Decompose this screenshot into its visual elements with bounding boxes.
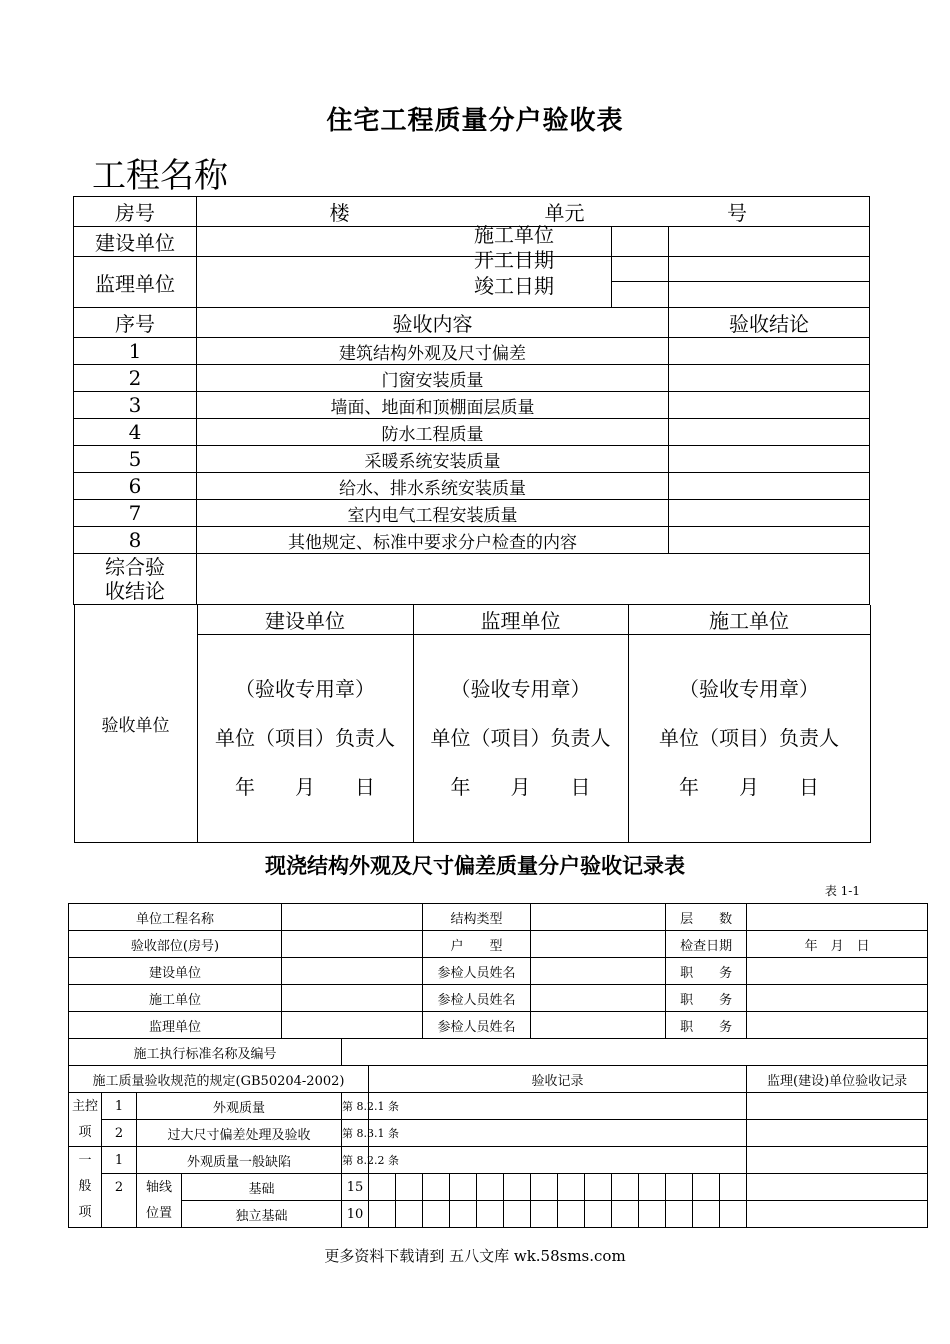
measure-cell[interactable]	[423, 1174, 450, 1201]
gen-item-clause: 第 8.2.2 条	[342, 1147, 369, 1174]
finish-date-value[interactable]	[669, 282, 870, 308]
date-text: 年 月 日	[235, 775, 375, 799]
inspect-part-value[interactable]	[282, 931, 423, 958]
item-conclusion[interactable]	[669, 338, 870, 365]
supervisor-record-header: 监理(建设)单位验收记录	[747, 1066, 928, 1093]
general-line2: 般	[78, 1179, 92, 1194]
item-content: 给水、排水系统安装质量	[197, 473, 669, 500]
general-label	[69, 1147, 102, 1228]
table-number: 表 1-1	[824, 884, 860, 898]
item-conclusion[interactable]	[669, 446, 870, 473]
structure-type-label: 结构类型	[423, 904, 531, 931]
measure-cell[interactable]	[504, 1174, 531, 1201]
gen-item-record[interactable]	[369, 1147, 747, 1174]
mc-item-record[interactable]	[369, 1120, 747, 1147]
responsible-text: 单位（项目）负责人	[430, 726, 611, 750]
house-type-label: 户 型	[423, 931, 531, 958]
mc-item-name: 过大尺寸偏差处理及验收	[137, 1120, 342, 1147]
axis-line1: 轴线	[145, 1179, 172, 1195]
position-label: 职 务	[666, 958, 747, 985]
mc-item-name: 外观质量	[137, 1093, 342, 1120]
measure-cell[interactable]	[639, 1201, 666, 1228]
record-table	[68, 903, 928, 1228]
item-conclusion[interactable]	[669, 365, 870, 392]
inspect-part-label: 验收部位(房号)	[69, 931, 282, 958]
mc-item-clause: 第 8.2.1 条	[342, 1093, 369, 1120]
supervisor-value[interactable]	[282, 1012, 423, 1039]
seal-text: （验收专用章）	[679, 677, 819, 701]
position-value[interactable]	[747, 958, 928, 985]
document-title: 住宅工程质量分户验收表	[326, 106, 624, 136]
item-no: 4	[74, 419, 197, 446]
record-table-title: 现浇结构外观及尺寸偏差质量分户验收记录表	[265, 854, 685, 878]
finish-date-label-text: 竣工日期	[474, 274, 554, 298]
participant-value[interactable]	[531, 958, 666, 985]
standard-value[interactable]	[342, 1039, 928, 1066]
builder-label: 建设单位	[69, 958, 282, 985]
supervisor-label: 监理单位	[69, 1012, 282, 1039]
mc-item-supervisor-record[interactable]	[747, 1120, 928, 1147]
participant-label: 参检人员姓名	[423, 1012, 531, 1039]
check-date-label: 检查日期	[666, 931, 747, 958]
sign-block-supervisor[interactable]	[413, 635, 628, 843]
item-content: 采暖系统安装质量	[197, 446, 669, 473]
measure-cell[interactable]	[585, 1174, 612, 1201]
axis-label	[137, 1174, 182, 1228]
structure-type-value[interactable]	[531, 904, 666, 931]
measure-cell[interactable]	[558, 1174, 585, 1201]
sign-unit-contractor: 施工单位	[628, 605, 870, 635]
project-unit-value[interactable]	[282, 904, 423, 931]
contractor-label	[612, 227, 669, 257]
sub-item-tolerance: 15	[342, 1174, 369, 1201]
general-line3: 项	[78, 1205, 92, 1220]
mc-item-no: 1	[102, 1093, 137, 1120]
item-no: 2	[74, 365, 197, 392]
mc-item-clause: 第 8.3.1 条	[342, 1120, 369, 1147]
overall-conclusion-line1: 综合验	[105, 555, 165, 579]
item-content: 室内电气工程安装质量	[197, 500, 669, 527]
participant-label: 参检人员姓名	[423, 958, 531, 985]
main-control-line1: 主控	[71, 1098, 98, 1114]
responsible-text: 单位（项目）负责人	[659, 726, 839, 750]
position-value[interactable]	[747, 1012, 928, 1039]
floors-label: 层 数	[666, 904, 747, 931]
spec-header: 施工质量验收规范的规定(GB50204-2002)	[69, 1066, 369, 1093]
measure-cell[interactable]	[504, 1201, 531, 1228]
overall-conclusion-line2: 收结论	[105, 579, 165, 603]
record-header: 验收记录	[369, 1066, 747, 1093]
sign-block-contractor[interactable]	[628, 635, 870, 843]
item-no: 5	[74, 446, 197, 473]
measure-cell[interactable]	[369, 1201, 396, 1228]
item-content: 墙面、地面和顶棚面层质量	[197, 392, 669, 419]
standard-label: 施工执行标准名称及编号	[69, 1039, 342, 1066]
measure-cell[interactable]	[585, 1201, 612, 1228]
start-date-label-text: 开工日期	[474, 248, 554, 272]
measure-cell[interactable]	[396, 1201, 423, 1228]
participant-value[interactable]	[531, 1012, 666, 1039]
sub-item-name: 独立基础	[182, 1201, 342, 1228]
measure-cell[interactable]	[369, 1174, 396, 1201]
contractor-label-text: 施工单位	[474, 223, 554, 247]
seq-header: 序号	[74, 308, 197, 338]
content-header: 验收内容	[197, 308, 669, 338]
responsible-text: 单位（项目）负责人	[215, 726, 395, 750]
mc-item-supervisor-record[interactable]	[747, 1093, 928, 1120]
item-content: 门窗安装质量	[197, 365, 669, 392]
project-name-label: 工程名称	[92, 156, 228, 196]
number-label: 号	[727, 201, 747, 225]
measure-cell[interactable]	[531, 1174, 558, 1201]
builder-value[interactable]	[282, 958, 423, 985]
measure-cell[interactable]	[477, 1174, 504, 1201]
room-label: 房号	[74, 197, 197, 227]
contractor-value[interactable]	[282, 985, 423, 1012]
measure-cell[interactable]	[423, 1201, 450, 1228]
measure-cell[interactable]	[450, 1201, 477, 1228]
item-no: 1	[74, 338, 197, 365]
date-text: 年 月 日	[450, 775, 591, 799]
contractor-value[interactable]	[669, 227, 870, 257]
position-label: 职 务	[666, 985, 747, 1012]
measure-cell[interactable]	[720, 1174, 747, 1201]
overall-conclusion-label	[74, 554, 197, 605]
item-content: 建筑结构外观及尺寸偏差	[197, 338, 669, 365]
main-control-label	[69, 1093, 102, 1147]
sub-item-tolerance: 10	[342, 1201, 369, 1228]
item-no: 3	[74, 392, 197, 419]
measure-cell[interactable]	[396, 1174, 423, 1201]
measure-cell[interactable]	[720, 1201, 747, 1228]
measure-cell[interactable]	[558, 1201, 585, 1228]
measure-cell[interactable]	[612, 1201, 639, 1228]
start-date-value[interactable]	[669, 257, 870, 282]
seal-text: （验收专用章）	[450, 677, 591, 701]
gen-item-no: 1	[102, 1147, 137, 1174]
item-conclusion[interactable]	[669, 500, 870, 527]
mc-item-no: 2	[102, 1120, 137, 1147]
sign-unit-supervisor: 监理单位	[413, 605, 628, 635]
supervisor-label: 监理单位	[74, 257, 197, 308]
measure-cell[interactable]	[693, 1174, 720, 1201]
measure-cell[interactable]	[612, 1174, 639, 1201]
footer-text: 更多资料下载请到 五八文库 wk.58sms.com	[324, 1247, 626, 1265]
acceptance-units-label: 验收单位	[74, 605, 197, 843]
measure-cell[interactable]	[531, 1201, 558, 1228]
item-content: 其他规定、标准中要求分户检查的内容	[197, 527, 669, 554]
overall-conclusion-value[interactable]	[197, 554, 870, 605]
main-control-line2: 项	[78, 1124, 92, 1140]
measure-cell[interactable]	[666, 1174, 693, 1201]
gen-item-supervisor-record[interactable]	[747, 1147, 928, 1174]
date-text: 年 月 日	[679, 775, 819, 799]
check-date-value[interactable]: 年 月 日	[747, 931, 928, 958]
measure-cell[interactable]	[477, 1201, 504, 1228]
start-date-label	[612, 257, 669, 282]
item-conclusion[interactable]	[669, 473, 870, 500]
position-label: 职 务	[666, 1012, 747, 1039]
participant-value[interactable]	[531, 985, 666, 1012]
sub-item-supervisor-record[interactable]	[747, 1201, 928, 1228]
item-conclusion[interactable]	[669, 392, 870, 419]
finish-date-label	[612, 282, 669, 308]
participant-label: 参检人员姓名	[423, 985, 531, 1012]
axis-line2: 位置	[145, 1205, 172, 1221]
item-content: 防水工程质量	[197, 419, 669, 446]
seal-text: （验收专用章）	[235, 677, 375, 701]
item-conclusion[interactable]	[669, 419, 870, 446]
house-type-value[interactable]	[531, 931, 666, 958]
position-value[interactable]	[747, 985, 928, 1012]
sign-block-builder[interactable]	[197, 635, 413, 843]
gen-item2-no: 2	[102, 1174, 137, 1228]
conclusion-header: 验收结论	[669, 308, 870, 338]
gen-item-name: 外观质量一般缺陷	[137, 1147, 342, 1174]
builder-label: 建设单位	[74, 227, 197, 257]
floors-value[interactable]	[747, 904, 928, 931]
sub-item-name: 基础	[182, 1174, 342, 1201]
item-no: 8	[74, 527, 197, 554]
measure-cell[interactable]	[450, 1174, 477, 1201]
item-no: 6	[74, 473, 197, 500]
mc-item-record[interactable]	[369, 1093, 747, 1120]
building-label: 楼	[329, 201, 350, 225]
sign-unit-builder: 建设单位	[197, 605, 413, 635]
measure-cell[interactable]	[639, 1174, 666, 1201]
measure-cell[interactable]	[666, 1201, 693, 1228]
item-no: 7	[74, 500, 197, 527]
unit-label: 单元	[544, 201, 585, 225]
sub-item-supervisor-record[interactable]	[747, 1174, 928, 1201]
project-unit-label: 单位工程名称	[69, 904, 282, 931]
general-line1: 一	[78, 1153, 92, 1168]
contractor-label: 施工单位	[69, 985, 282, 1012]
measure-cell[interactable]	[693, 1201, 720, 1228]
item-conclusion[interactable]	[669, 527, 870, 554]
